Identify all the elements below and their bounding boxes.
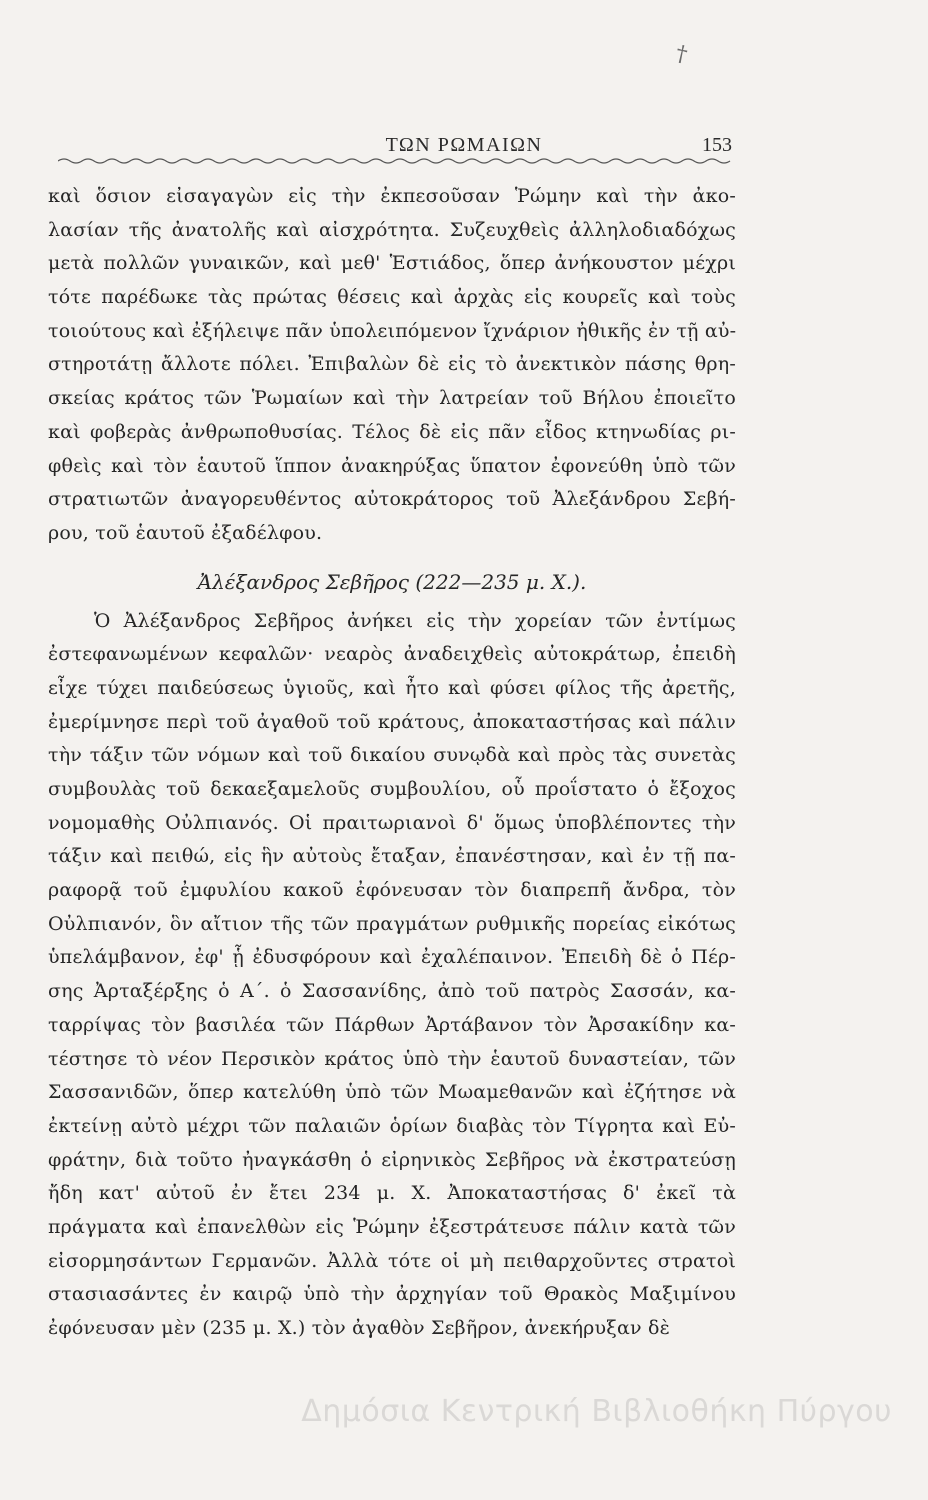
text-line: τέστησε τὸ νέον Περσικὸν κράτος ὑπὸ τὴν ἑαυτοῦ δυναστείαν, τῶν: [48, 1047, 736, 1070]
text-line: φράτην, διὰ τοῦτο ἠναγκάσθη ὁ εἰρηνικὸς Σεβῆρος νὰ ἐκστρατεύσῃ: [48, 1148, 736, 1171]
text-line: φθεὶς καὶ τὸν ἑαυτοῦ ἵππον ἀνακηρύξας ὕπατον ἐφονεύθη ὑπὸ τῶν: [48, 454, 736, 477]
corner-mark: †: [673, 41, 690, 68]
text-line: συμβουλὰς τοῦ δεκαεξαμελοῦς συμβουλίου, οὗ προΐστατο ὁ ἔξοχος: [48, 778, 736, 800]
text-line: ραφορᾷ τοῦ ἐμφυλίου κακοῦ ἐφόνευσαν τὸν διαπρεπῆ ἄνδρα, τὸν: [48, 879, 736, 902]
text-line: ρου, τοῦ ἑαυτοῦ ἐξαδέλφου.: [48, 521, 323, 544]
text-line: στασιασάντες ἐν καιρῷ ὑπὸ τὴν ἀρχηγίαν τοῦ Θρακὸς Μαξιμίνου: [48, 1283, 736, 1306]
text-line: εἰσορμησάντων Γερμανῶν. Ἀλλὰ τότε οἱ μὴ πειθαρχοῦντες στρατοὶ: [48, 1249, 736, 1272]
text-line: τὴν τάξιν τῶν νόμων καὶ τοῦ δικαίου συνῳδὰ καὶ πρὸς τὰς συνετὰς: [48, 744, 736, 767]
text-line: ἐκτείνῃ αὐτὸ μέχρι τῶν παλαιῶν ὁρίων διαβὰς τὸν Τίγρητα καὶ Εὐ-: [48, 1114, 736, 1137]
library-watermark: Δημόσια Κεντρική Βιβλιοθήκη Πύργου: [301, 1394, 892, 1429]
body-text: [48, 180, 736, 1346]
text-line: στρατιωτῶν ἀναγορευθέντος αὐτοκράτορος τοῦ Ἀλεξάνδρου Σεβή-: [48, 488, 736, 511]
paragraph-1: [48, 180, 736, 551]
section-heading: Ἀλέξανδρος Σεβῆρος (222—235 μ. Χ.).: [197, 569, 587, 594]
text-line: ἐστεφανωμένων κεφαλῶν· νεαρὸς ἀναδειχθεὶς αὐτοκράτωρ, ἐπειδὴ: [48, 643, 736, 666]
text-line: καὶ ὅσιον εἰσαγαγὼν εἰς τὴν ἐκπεσοῦσαν Ῥώμην καὶ τὴν ἀκο-: [48, 185, 736, 207]
page-number: 153: [702, 134, 732, 156]
text-line: Οὐλπιανόν, ὃν αἴτιον τῆς τῶν πραγμάτων ρυθμικῆς πορείας εἰκότως: [48, 912, 736, 935]
paragraph-2: [48, 605, 736, 1346]
running-title: ΤΩΝ ΡΩΜΑΙΩΝ: [385, 134, 543, 156]
text-line: στηροτάτῃ ἄλλοτε πόλει. Ἐπιβαλὼν δὲ εἰς τὸ ἀνεκτικὸν πάσης θρη-: [48, 353, 736, 376]
text-line: ἐφόνευσαν μὲν (235 μ. Χ.) τὸν ἀγαθὸν Σεβῆρον, ἀνεκήρυξαν δὲ: [48, 1317, 670, 1339]
text-line: τοιούτους καὶ ἐξήλειψε πᾶν ὑπολειπόμενον ἴχνάριον ἠθικῆς ἐν τῇ αὐ-: [48, 319, 737, 342]
text-line: σκείας κράτος τῶν Ῥωμαίων καὶ τὴν λατρείαν τοῦ Βήλου ἐποιεῖτο: [48, 387, 736, 410]
text-line: Σασσανιδῶν, ὅπερ κατελύθη ὑπὸ τῶν Μωαμεθανῶν καὶ ἐζήτησε νὰ: [48, 1081, 736, 1104]
text-line: καὶ φοβερὰς ἀνθρωποθυσίας. Τέλος δὲ εἰς πᾶν εἶδος κτηνωδίας ρι-: [48, 420, 736, 443]
text-line: σης Ἀρταξέρξης ὁ Α΄. ὁ Σασσανίδης, ἀπὸ τοῦ πατρὸς Σασσάν, κα-: [48, 980, 736, 1003]
text-line: εἶχε τύχει παιδεύσεως ὑγιοῦς, καὶ ἦτο καὶ φύσει φίλος τῆς ἀρετῆς,: [48, 676, 736, 699]
text-line: τάξιν καὶ πειθώ, εἰς ἣν αὐτοὺς ἔταξαν, ἐπανέστησαν, καὶ ἐν τῇ πα-: [48, 845, 736, 868]
text-line: ταρρίψας τὸν βασιλέα τῶν Πάρθων Ἀρτάβανον τὸν Ἀρσακίδην κα-: [48, 1013, 736, 1036]
text-line: πράγματα καὶ ἐπανελθὼν εἰς Ῥώμην ἐξεστράτευσε πάλιν κατὰ τῶν: [48, 1215, 736, 1238]
text-line: τότε παρέδωκε τὰς πρώτας θέσεις καὶ ἀρχὰς εἰς κουρεῖς καὶ τοὺς: [48, 286, 736, 309]
text-line: ἤδη κατ' αὐτοῦ ἐν ἔτει 234 μ. Χ. Ἀποκαταστήσας δ' ἐκεῖ τὰ: [48, 1182, 736, 1205]
header-rule: [58, 154, 734, 168]
text-line: ἐμερίμνησε περὶ τοῦ ἀγαθοῦ τοῦ κράτους, ἀποκαταστήσας καὶ πάλιν: [48, 710, 736, 733]
text-line: μετὰ πολλῶν γυναικῶν, καὶ μεθ' Ἑστιάδος, ὅπερ ἀνήκουστον μέχρι: [48, 252, 736, 275]
text-line: Ὁ Ἀλέξανδρος Σεβῆρος ἀνήκει εἰς τὴν χορείαν τῶν ἐντίμως: [94, 609, 736, 632]
text-line: λασίαν τῆς ἀνατολῆς καὶ αἰσχρότητα. Συζευχθεὶς ἀλληλοδιαδόχως: [48, 218, 736, 241]
text-line: νομομαθὴς Οὐλπιανός. Οἱ πραιτωριανοὶ δ' ὅμως ὑποβλέποντες τὴν: [48, 811, 736, 834]
text-line: ὑπελάμβανον, ἐφ' ᾗ ἐδυσφόρουν καὶ ἐχαλέπαινον. Ἐπειδὴ δὲ ὁ Πέρ-: [48, 946, 736, 969]
